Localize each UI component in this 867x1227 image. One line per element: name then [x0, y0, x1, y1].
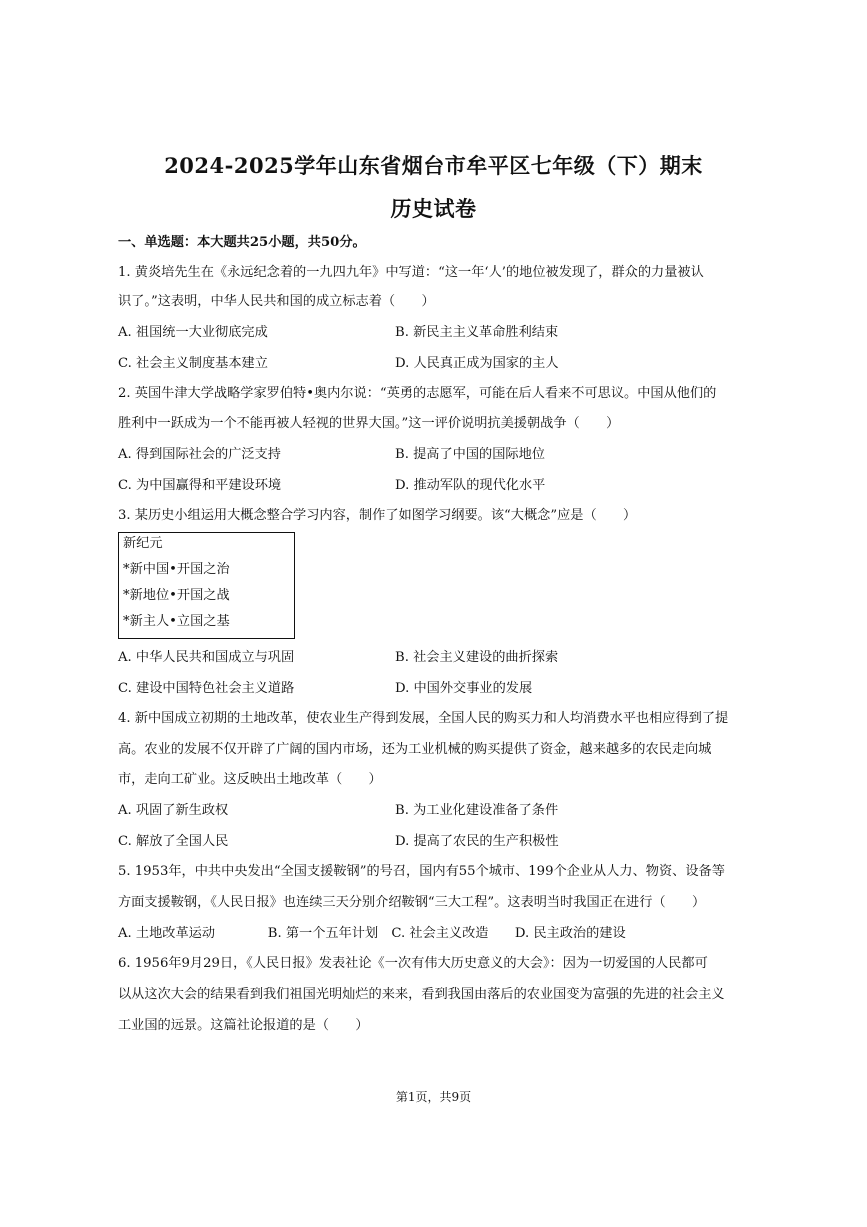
question-1-option-b: B. 新民主主义革命胜利结束: [395, 325, 559, 340]
question-4-option-a: A. 巩固了新生政权: [118, 803, 229, 818]
outline-item: *新中国•开国之治: [123, 562, 230, 577]
question-1-option-a: A. 祖国统一大业彻底完成: [118, 325, 268, 340]
question-5-options: A. 土地改革运动 B. 第一个五年计划 C. 社会主义改造 D. 民主政治的建设: [118, 926, 626, 941]
section-heading: 一、单选题：本大题共25小题，共50分。: [118, 235, 366, 250]
question-2-option-a: A. 得到国际社会的广泛支持: [118, 447, 281, 462]
study-outline-box: [118, 532, 295, 639]
outline-item: *新地位•开国之战: [123, 588, 230, 603]
question-3-option-c: C. 建设中国特色社会主义道路: [118, 681, 295, 696]
question-1-option-c: C. 社会主义制度基本建立: [118, 356, 268, 371]
question-5-line-2: 方面支援鞍钢，《人民日报》也连续三天分别介绍鞍钢“三大工程”。这表明当时我国正在进行（ ）: [118, 895, 706, 910]
exam-title-line-1: 2024-2025学年山东省烟台市牟平区七年级（下）期末: [164, 153, 703, 178]
question-4-line-3: 市，走向工矿业。这反映出土地改革（ ）: [118, 772, 382, 787]
question-4-option-b: B. 为工业化建设准备了条件: [395, 803, 559, 818]
question-5-line-1: 5. 1953年，中共中央发出“全国支援鞍钢”的号召，国内有55个城市、199个企业从人力、物资、设备等: [118, 864, 725, 879]
question-4-option-c: C. 解放了全国人民: [118, 834, 229, 849]
question-3-option-d: D. 中国外交事业的发展: [395, 681, 533, 696]
question-6-line-1: 6. 1956年9月29日，《人民日报》发表社论《一次有伟大历史意义的大会》：因为一切爱国的人民都可: [118, 956, 708, 971]
question-2-line-1: 2. 英国牛津大学战略学家罗伯特•奥内尔说：“英勇的志愿军，可能在后人看来不可思议。中国从他们的: [118, 386, 717, 401]
outline-item: *新主人•立国之基: [123, 614, 230, 629]
question-6-line-3: 工业国的远景。这篇社论报道的是（ ）: [118, 1018, 369, 1033]
question-2-option-d: D. 推动军队的现代化水平: [395, 478, 546, 493]
question-6-line-2: 以从这次大会的结果看到我们祖国光明灿烂的来来，看到我国由落后的农业国变为富强的先进的社会主义: [118, 987, 725, 1002]
question-1-line-1: 1. 黄炎培先生在《永远纪念着的一九四九年》中写道：“这一年‘人’的地位被发现了，群众的力量被认: [118, 265, 704, 280]
outline-heading: 新纪元: [123, 536, 163, 551]
question-1-line-2: 识了。”这表明，中华人民共和国的成立标志着（ ）: [118, 294, 435, 309]
question-2-option-c: C. 为中国赢得和平建设环境: [118, 478, 282, 493]
question-1-option-d: D. 人民真正成为国家的主人: [395, 356, 559, 371]
question-3-option-b: B. 社会主义建设的曲折探索: [395, 650, 559, 665]
exam-title-line-2: 历史试卷: [390, 196, 477, 221]
question-2-line-2: 胜利中一跃成为一个不能再被人轻视的世界大国。”这一评价说明抗美援朝战争（ ）: [118, 416, 620, 431]
question-3-option-a: A. 中华人民共和国成立与巩固: [118, 650, 295, 665]
question-4-line-1: 4. 新中国成立初期的土地改革，使农业生产得到发展，全国人民的购买力和人均消费水平也相应得到了提: [118, 711, 729, 726]
page-footer: 第1页，共9页: [395, 1090, 472, 1104]
question-3-line-1: 3. 某历史小组运用大概念整合学习内容，制作了如图学习纲要。该“大概念”应是（ ）: [118, 508, 637, 523]
question-2-option-b: B. 提高了中国的国际地位: [395, 447, 545, 462]
question-4-option-d: D. 提高了农民的生产积极性: [395, 834, 559, 849]
question-4-line-2: 高。农业的发展不仅开辟了广阔的国内市场，还为工业机械的购买提供了资金，越来越多的农民走向城: [118, 742, 712, 757]
